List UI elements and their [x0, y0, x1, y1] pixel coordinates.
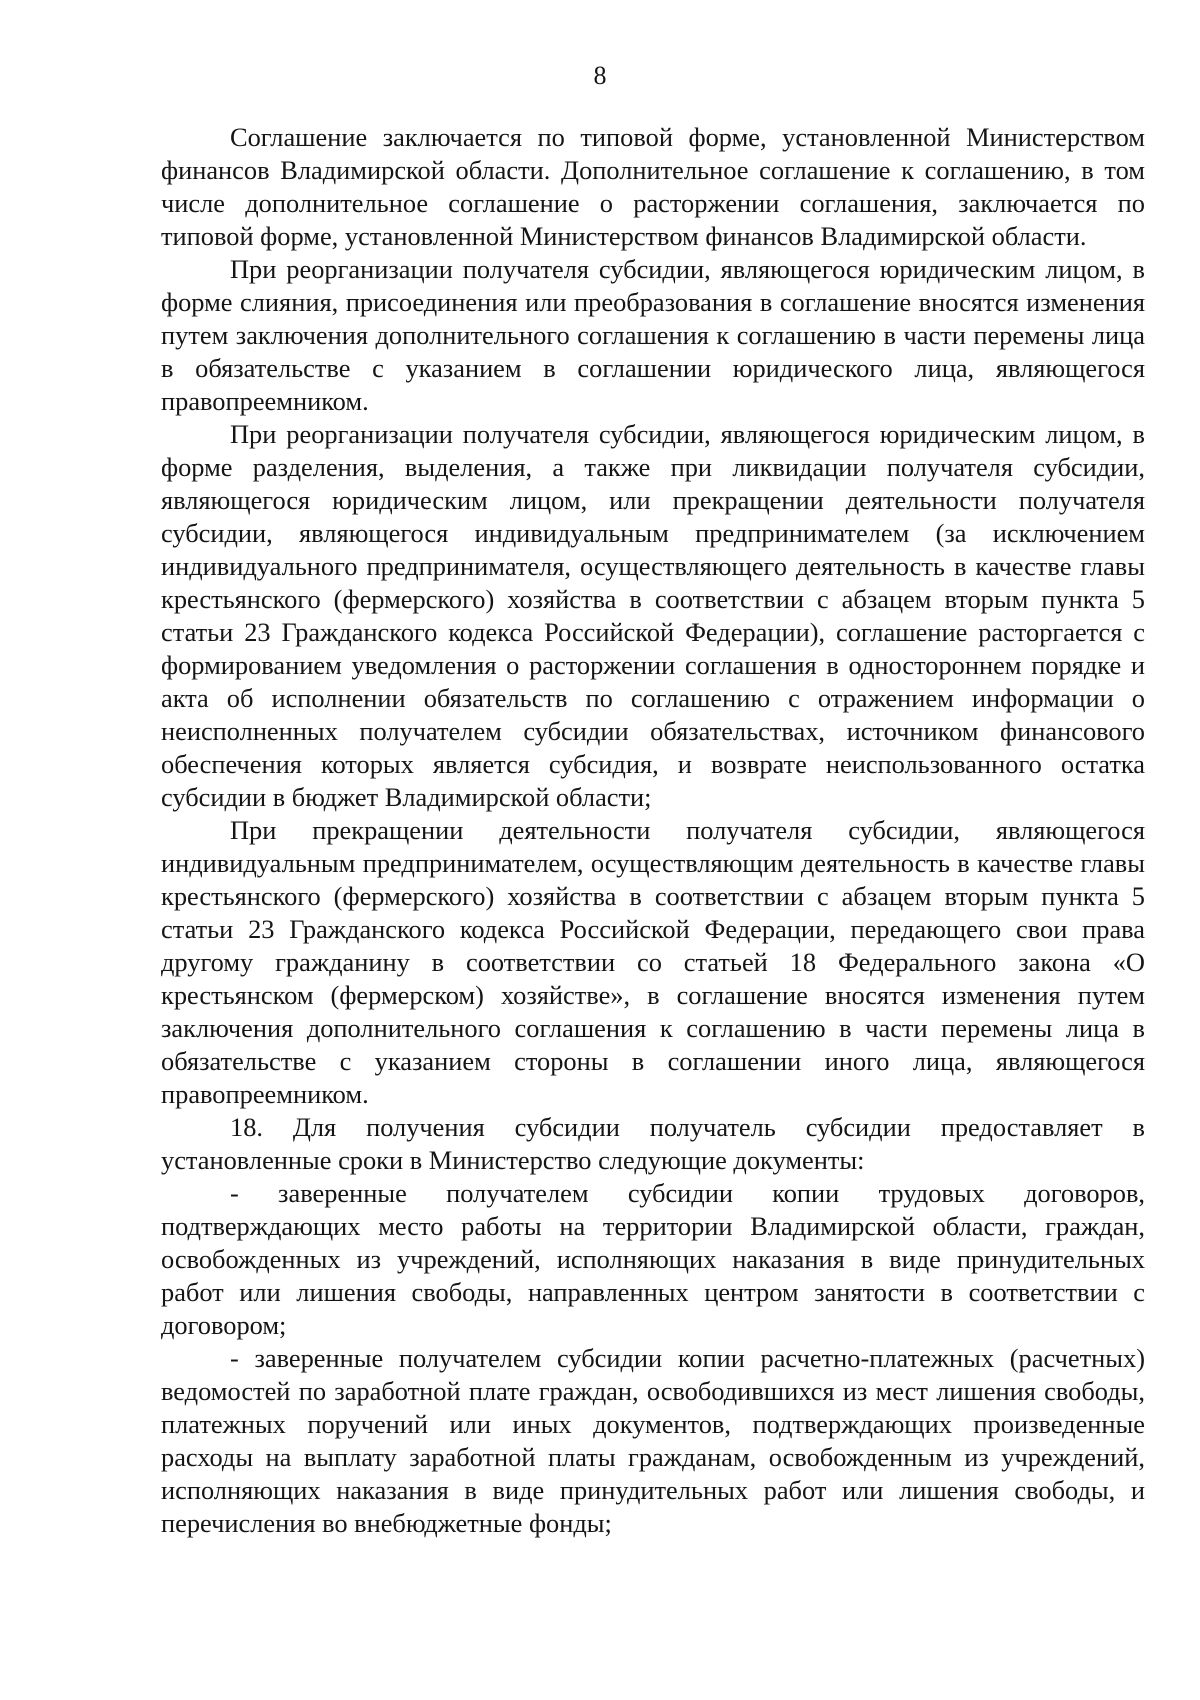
paragraph-reorganization-merger: При реорганизации получателя субсидии, являющегося юридическим лицом, в форме слияния, присоединения или преобразования в соглашение вносятся изменения путем заключения дополнительного соглашения к соглашению в части перемены лица в обязательстве с указанием в соглашении юридического лица, являющегося правопреемником. — [161, 254, 1145, 416]
paragraph-agreement-form: Соглашение заключается по типовой форме, установленной Министерством финансов Владимирской области. Дополнительное соглашение к соглашению, в том числе дополнительное соглашение о расторжении соглашения, заключается по типовой форме, установленной Министерством финансов Владимирской области. — [161, 122, 1145, 251]
list-item-employment-contracts: - заверенные получателем субсидии копии трудовых договоров, подтверждающих место работы на территории Владимирской области, граждан, освобожденных из учреждений, исполняющих наказания в виде принудительных работ или лишения свободы, направленных центром занятости в соответствии с договором; — [161, 1178, 1145, 1340]
document-body — [161, 121, 1145, 1540]
page-number: 8 — [593, 61, 607, 90]
paragraph-reorganization-division: При реорганизации получателя субсидии, являющегося юридическим лицом, в форме разделения, выделения, а также при ликвидации получателя субсидии, являющегося юридическим лицом, или прекращении деятельности получателя субсидии, являющегося индивидуальным предпринимателем (за исключением индивидуального предпринимателя, осуществляющего деятельность в качестве главы крестьянского (фермерского) хозяйства в соответствии с абзацем вторым пункта 5 статьи 23 Гражданского кодекса Российской Федерации), соглашение расторгается с формированием уведомления о расторжении соглашения в одностороннем порядке и акта об исполнении обязательств по соглашению с отражением информации о неисполненных получателем субсидии обязательствах, источником финансового обеспечения которых является субсидия, и возврате неиспользованного остатка субсидии в бюджет Владимирской области; — [161, 419, 1145, 812]
list-item-payroll-documents: - заверенные получателем субсидии копии расчетно-платежных (расчетных) ведомостей по заработной плате граждан, освободившихся из мест лишения свободы, платежных поручений или иных документов, подтверждающих произведенные расходы на выплату заработной платы гражданам, освобожденным из учреждений, исполняющих наказания в виде принудительных работ или лишения свободы, и перечисления во внебюджетные фонды; — [161, 1343, 1145, 1538]
paragraph-item-18: 18. Для получения субсидии получатель субсидии предоставляет в установленные сроки в Министерство следующие документы: — [161, 1112, 1145, 1175]
paragraph-farm-termination: При прекращении деятельности получателя субсидии, являющегося индивидуальным предпринимателем, осуществляющим деятельность в качестве главы крестьянского (фермерского) хозяйства в соответствии с абзацем вторым пункта 5 статьи 23 Гражданского кодекса Российской Федерации, передающего свои права другому гражданину в соответствии со статьей 18 Федерального закона «О крестьянском (фермерском) хозяйстве», в соглашение вносятся изменения путем заключения дополнительного соглашения к соглашению в части перемены лица в обязательстве с указанием стороны в соглашении иного лица, являющегося правопреемником. — [161, 815, 1145, 1109]
